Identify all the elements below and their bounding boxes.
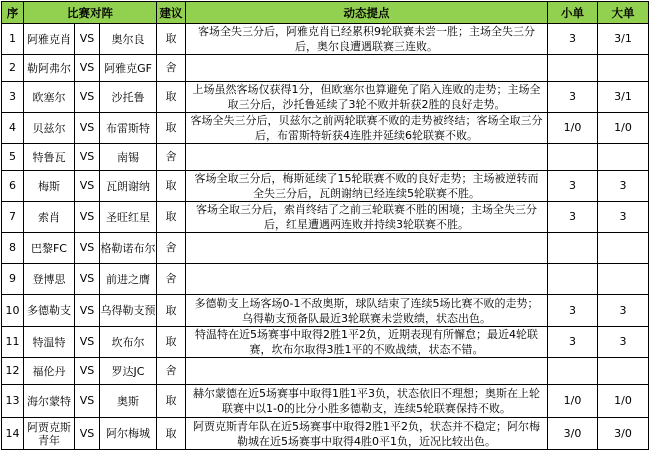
notes-text: 客场全取三分后，索肖终结了之前三轮联赛不胜的困境；主场全失三分后，红星遭遇两连败并持续3轮联赛不胜。	[186, 202, 548, 233]
notes-text	[186, 233, 548, 264]
under-value: 3/0	[548, 418, 598, 450]
pick-value: 舍	[157, 55, 186, 82]
pick-value: 取	[157, 295, 186, 327]
vs-label: VS	[75, 385, 100, 418]
pick-value: 取	[157, 327, 186, 358]
over-value: 3/0	[598, 418, 649, 450]
over-value: 1/0	[598, 113, 649, 144]
away-team: 南锡	[100, 144, 157, 171]
vs-label: VS	[75, 264, 100, 295]
notes-text	[186, 55, 548, 82]
away-team: 前进之膺	[100, 264, 157, 295]
home-team: 特鲁瓦	[24, 144, 75, 171]
notes-text: 客场全失三分后，贝兹尔之前两轮联赛不败的走势被终结；客场全取三分后，布雷斯特斩获4连胜并延续6轮联赛不败。	[186, 113, 548, 144]
over-value	[598, 264, 649, 295]
table-row	[2, 113, 649, 144]
notes-text: 阿贾克斯青年队在近5场赛事中取得2胜1平2负，状态并不稳定；阿尔梅勒城在近5场赛事中取得4胜0平1负，近况比较出色。	[186, 418, 548, 450]
vs-label: VS	[75, 358, 100, 385]
under-value: 3	[548, 202, 598, 233]
notes-text	[186, 264, 548, 295]
away-team: 格勒诺布尔	[100, 233, 157, 264]
row-index: 3	[2, 82, 24, 113]
vs-label: VS	[75, 418, 100, 450]
table-row	[2, 144, 649, 171]
vs-label: VS	[75, 327, 100, 358]
header-under: 小单	[548, 2, 598, 24]
under-value: 3	[548, 295, 598, 327]
home-team: 欧塞尔	[24, 82, 75, 113]
over-value: 3	[598, 171, 649, 202]
row-index: 8	[2, 233, 24, 264]
pick-value: 舍	[157, 358, 186, 385]
under-value: 3	[548, 82, 598, 113]
pick-value: 取	[157, 385, 186, 418]
notes-text: 特温特在近5场赛事中取得2胜1平2负，近期表现有所懈怠；最近4轮联赛，坎布尔取得3胜1平的不败战绩，状态不错。	[186, 327, 548, 358]
home-team: 勒阿弗尔	[24, 55, 75, 82]
away-team: 罗达JC	[100, 358, 157, 385]
table-row	[2, 418, 649, 450]
over-value: 3/1	[598, 24, 649, 55]
row-index: 6	[2, 171, 24, 202]
table-row	[2, 202, 649, 233]
row-index: 5	[2, 144, 24, 171]
header-over: 大单	[598, 2, 649, 24]
home-team: 阿雅克肖	[24, 24, 75, 55]
home-team: 福伦丹	[24, 358, 75, 385]
table-header-row	[2, 2, 649, 24]
under-value: 3	[548, 171, 598, 202]
row-index: 9	[2, 264, 24, 295]
vs-label: VS	[75, 233, 100, 264]
notes-text: 上场虽然客场仅获得1分，但欧塞尔也算避免了陷入连败的走势；主场全取三分后，沙托鲁延续了3轮不败并斩获2胜的良好走势。	[186, 82, 548, 113]
over-value: 3	[598, 202, 649, 233]
away-team: 沙托鲁	[100, 82, 157, 113]
pick-value: 取	[157, 82, 186, 113]
home-team: 登博思	[24, 264, 75, 295]
away-team: 阿雅克GF	[100, 55, 157, 82]
home-team: 多德勒支	[24, 295, 75, 327]
pick-value: 取	[157, 418, 186, 450]
row-index: 1	[2, 24, 24, 55]
row-index: 2	[2, 55, 24, 82]
table-row	[2, 82, 649, 113]
under-value: 1/0	[548, 385, 598, 418]
home-team: 阿贾克斯青年	[24, 418, 75, 450]
home-team: 巴黎FC	[24, 233, 75, 264]
vs-label: VS	[75, 295, 100, 327]
notes-text	[186, 358, 548, 385]
over-value	[598, 233, 649, 264]
pick-value: 取	[157, 113, 186, 144]
under-value: 3	[548, 24, 598, 55]
notes-text: 多德勒支上场客场0-1不敌奥斯，球队结束了连续5场比赛不败的走势；乌得勒支预备队最近3轮联赛未尝败绩，状态出色。	[186, 295, 548, 327]
under-value: 1/0	[548, 113, 598, 144]
over-value: 3/1	[598, 82, 649, 113]
row-index: 4	[2, 113, 24, 144]
under-value: 3	[548, 327, 598, 358]
home-team: 特温特	[24, 327, 75, 358]
header-pick: 建议	[157, 2, 186, 24]
table-row	[2, 327, 649, 358]
vs-label: VS	[75, 82, 100, 113]
header-index: 序	[2, 2, 24, 24]
table-row	[2, 358, 649, 385]
away-team: 奥尔良	[100, 24, 157, 55]
away-team: 奥斯	[100, 385, 157, 418]
table-row	[2, 233, 649, 264]
over-value: 1/0	[598, 385, 649, 418]
notes-text	[186, 144, 548, 171]
row-index: 12	[2, 358, 24, 385]
over-value	[598, 358, 649, 385]
match-table	[1, 1, 649, 450]
home-team: 梅斯	[24, 171, 75, 202]
table-row	[2, 264, 649, 295]
table-row	[2, 24, 649, 55]
under-value	[548, 264, 598, 295]
pick-value: 舍	[157, 264, 186, 295]
row-index: 13	[2, 385, 24, 418]
table-row	[2, 55, 649, 82]
pick-value: 舍	[157, 233, 186, 264]
home-team: 海尔蒙特	[24, 385, 75, 418]
pick-value: 取	[157, 171, 186, 202]
row-index: 10	[2, 295, 24, 327]
away-team: 坎布尔	[100, 327, 157, 358]
under-value	[548, 233, 598, 264]
pick-value: 取	[157, 24, 186, 55]
under-value	[548, 358, 598, 385]
row-index: 7	[2, 202, 24, 233]
row-index: 14	[2, 418, 24, 450]
notes-text: 客场全取三分后，梅斯延续了15轮联赛不败的良好走势；主场被逆转而全失三分后，瓦朗谢纳已经连续5轮联赛不胜。	[186, 171, 548, 202]
vs-label: VS	[75, 55, 100, 82]
vs-label: VS	[75, 202, 100, 233]
table-row	[2, 295, 649, 327]
table-row	[2, 171, 649, 202]
vs-label: VS	[75, 24, 100, 55]
home-team: 贝兹尔	[24, 113, 75, 144]
away-team: 瓦朗谢纳	[100, 171, 157, 202]
away-team: 布雷斯特	[100, 113, 157, 144]
under-value	[548, 144, 598, 171]
over-value	[598, 55, 649, 82]
header-notes: 动态提点	[186, 2, 548, 24]
over-value: 3	[598, 295, 649, 327]
vs-label: VS	[75, 113, 100, 144]
over-value: 3	[598, 327, 649, 358]
notes-text: 客场全失三分后，阿雅克肖已经累积9轮联赛未尝一胜；主场全失三分后，奥尔良遭遇联赛三连败。	[186, 24, 548, 55]
under-value	[548, 55, 598, 82]
away-team: 乌得勒支预	[100, 295, 157, 327]
notes-text: 赫尔蒙德在近5场赛事中取得1胜1平3负，状态依旧不理想；奥斯在上轮联赛中以1-0的比分小胜多德勒支，连续5轮联赛保持不败。	[186, 385, 548, 418]
row-index: 11	[2, 327, 24, 358]
away-team: 阿尔梅城	[100, 418, 157, 450]
pick-value: 取	[157, 202, 186, 233]
pick-value: 舍	[157, 144, 186, 171]
home-team: 索肖	[24, 202, 75, 233]
vs-label: VS	[75, 144, 100, 171]
table-row	[2, 385, 649, 418]
away-team: 圣旺红星	[100, 202, 157, 233]
vs-label: VS	[75, 171, 100, 202]
header-matchup: 比赛对阵	[24, 2, 157, 24]
over-value	[598, 144, 649, 171]
